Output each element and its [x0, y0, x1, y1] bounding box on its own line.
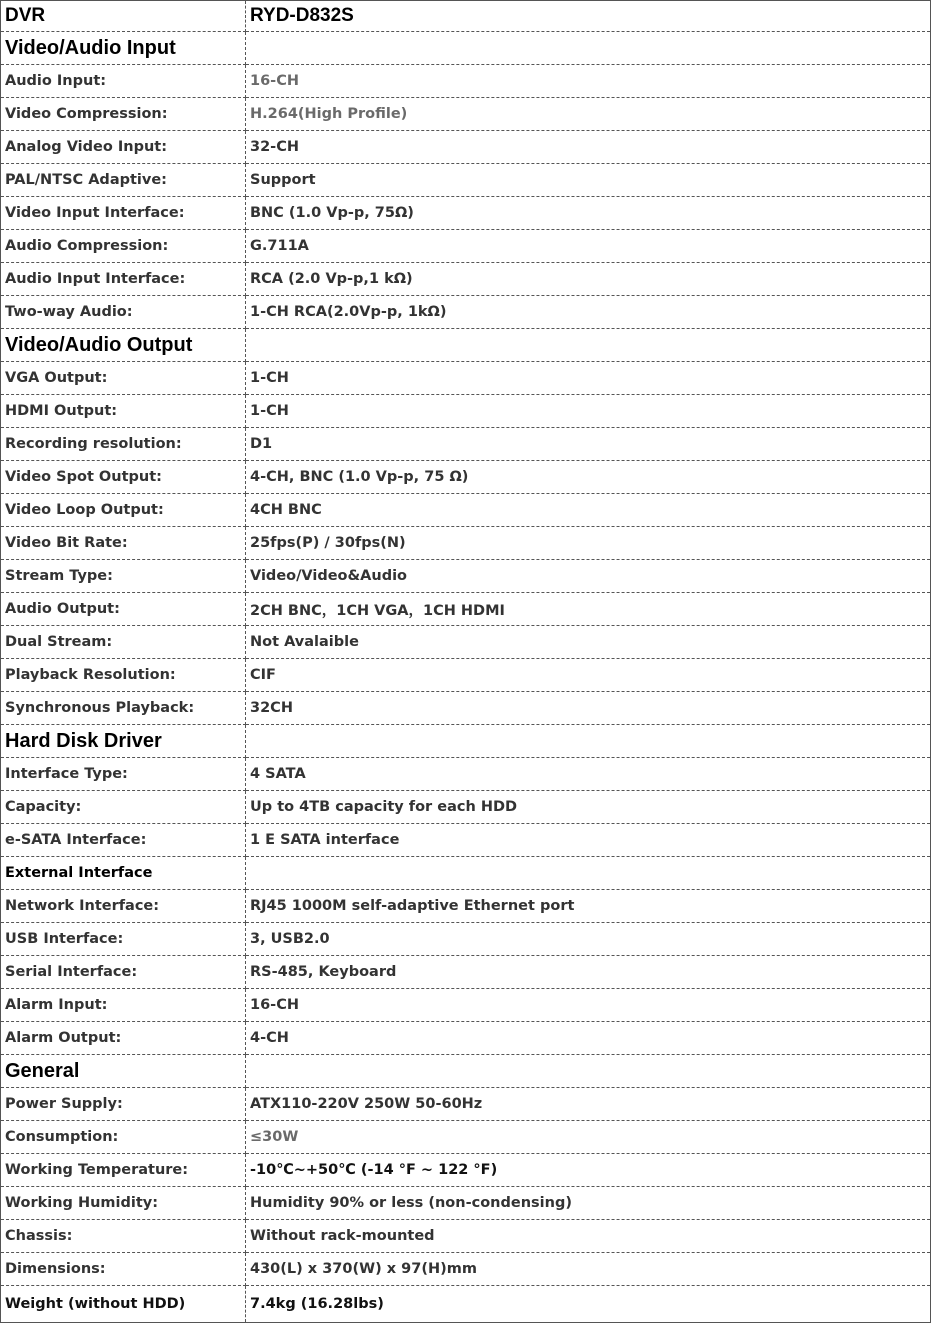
table-row — [1, 956, 931, 989]
table-row — [1, 1253, 931, 1286]
row-value: 3, USB2.0 — [246, 923, 931, 956]
row-value: RS-485, Keyboard — [246, 956, 931, 989]
row-label: Audio Output: — [1, 593, 246, 626]
table-row — [1, 1121, 931, 1154]
row-label: Consumption: — [1, 1121, 246, 1154]
section-title-external-interface: External Interface — [1, 857, 246, 890]
section-row — [1, 725, 931, 758]
row-label: Chassis: — [1, 1220, 246, 1253]
row-label: Alarm Output: — [1, 1022, 246, 1055]
row-label: Network Interface: — [1, 890, 246, 923]
row-label: USB Interface: — [1, 923, 246, 956]
row-value: 25fps(P) / 30fps(N) — [246, 527, 931, 560]
row-value: 1-CH — [246, 362, 931, 395]
model-name: RYD-D832S — [246, 1, 931, 32]
row-value: Support — [246, 164, 931, 197]
section-row — [1, 857, 931, 890]
row-label: VGA Output: — [1, 362, 246, 395]
table-row — [1, 1022, 931, 1055]
table-header-row — [1, 1, 931, 32]
table-row — [1, 197, 931, 230]
row-value: D1 — [246, 428, 931, 461]
row-label: Stream Type: — [1, 560, 246, 593]
table-row — [1, 890, 931, 923]
row-value: RCA (2.0 Vp-p,1 kΩ) — [246, 263, 931, 296]
row-value: BNC (1.0 Vp-p, 75Ω) — [246, 197, 931, 230]
row-value: 1-CH — [246, 395, 931, 428]
table-row — [1, 527, 931, 560]
table-row — [1, 626, 931, 659]
table-row — [1, 296, 931, 329]
row-value: 4 SATA — [246, 758, 931, 791]
row-value: ≤30W — [246, 1121, 931, 1154]
row-label: Synchronous Playback: — [1, 692, 246, 725]
row-label: Video Loop Output: — [1, 494, 246, 527]
table-row — [1, 1187, 931, 1220]
row-label: Power Supply: — [1, 1088, 246, 1121]
table-row — [1, 560, 931, 593]
section-title-video-audio-output: Video/Audio Output — [1, 329, 246, 362]
row-label: Alarm Input: — [1, 989, 246, 1022]
row-value: RJ45 1000M self-adaptive Ethernet port — [246, 890, 931, 923]
section-row — [1, 329, 931, 362]
row-value: 1 E SATA interface — [246, 824, 931, 857]
section-title-general: General — [1, 1055, 246, 1088]
table-row — [1, 1220, 931, 1253]
row-value: 32-CH — [246, 131, 931, 164]
section-title-hard-disk: Hard Disk Driver — [1, 725, 246, 758]
section-row — [1, 1055, 931, 1088]
row-label: Working Humidity: — [1, 1187, 246, 1220]
row-value: Without rack-mounted — [246, 1220, 931, 1253]
row-value: Not Avalaible — [246, 626, 931, 659]
row-value: 4-CH — [246, 1022, 931, 1055]
row-value: ATX110-220V 250W 50-60Hz — [246, 1088, 931, 1121]
section-title-video-audio-input: Video/Audio Input — [1, 32, 246, 65]
table-row — [1, 824, 931, 857]
row-value: 16-CH — [246, 989, 931, 1022]
row-value: Video/Video&Audio — [246, 560, 931, 593]
row-value: Humidity 90% or less (non-condensing) — [246, 1187, 931, 1220]
table-row — [1, 230, 931, 263]
row-value: 4-CH, BNC (1.0 Vp-p, 75 Ω) — [246, 461, 931, 494]
row-value: H.264(High Profile) — [246, 98, 931, 131]
row-label: Video Compression: — [1, 98, 246, 131]
table-row — [1, 758, 931, 791]
row-label: Two-way Audio: — [1, 296, 246, 329]
row-label: Dimensions: — [1, 1253, 246, 1286]
table-row — [1, 494, 931, 527]
row-label: Weight (without HDD) — [1, 1286, 246, 1323]
header-label: DVR — [1, 1, 246, 32]
row-label: Interface Type: — [1, 758, 246, 791]
row-label: Audio Input: — [1, 65, 246, 98]
table-row — [1, 98, 931, 131]
table-row — [1, 1154, 931, 1187]
row-value: 430(L) x 370(W) x 97(H)mm — [246, 1253, 931, 1286]
row-label: Dual Stream: — [1, 626, 246, 659]
row-value: 7.4kg (16.28lbs) — [246, 1286, 931, 1323]
table-row — [1, 428, 931, 461]
row-label: Working Temperature: — [1, 1154, 246, 1187]
row-value: 2CH BNC，1CH VGA，1CH HDMI — [246, 593, 931, 626]
row-value: 16-CH — [246, 65, 931, 98]
table-row — [1, 923, 931, 956]
section-empty-cell — [246, 329, 931, 362]
table-row — [1, 659, 931, 692]
row-label: Analog Video Input: — [1, 131, 246, 164]
table-row — [1, 131, 931, 164]
table-row — [1, 593, 931, 626]
row-label: Audio Input Interface: — [1, 263, 246, 296]
section-empty-cell — [246, 32, 931, 65]
table-row — [1, 989, 931, 1022]
table-row — [1, 395, 931, 428]
row-value: G.711A — [246, 230, 931, 263]
section-empty-cell — [246, 725, 931, 758]
table-row — [1, 692, 931, 725]
section-row — [1, 32, 931, 65]
table-row — [1, 65, 931, 98]
table-row — [1, 263, 931, 296]
table-row — [1, 461, 931, 494]
row-value: CIF — [246, 659, 931, 692]
row-label: PAL/NTSC Adaptive: — [1, 164, 246, 197]
row-label: HDMI Output: — [1, 395, 246, 428]
row-value: 4CH BNC — [246, 494, 931, 527]
table-row — [1, 1286, 931, 1323]
table-row — [1, 362, 931, 395]
row-label: Recording resolution: — [1, 428, 246, 461]
row-value: 32CH — [246, 692, 931, 725]
section-empty-cell — [246, 857, 931, 890]
row-label: e-SATA Interface: — [1, 824, 246, 857]
row-label: Playback Resolution: — [1, 659, 246, 692]
row-label: Video Spot Output: — [1, 461, 246, 494]
row-label: Video Input Interface: — [1, 197, 246, 230]
row-value: -10℃~+50℃ (-14 °F ~ 122 °F) — [246, 1154, 931, 1187]
row-value: 1-CH RCA(2.0Vp-p, 1kΩ) — [246, 296, 931, 329]
row-label: Video Bit Rate: — [1, 527, 246, 560]
table-row — [1, 791, 931, 824]
row-label: Serial Interface: — [1, 956, 246, 989]
section-empty-cell — [246, 1055, 931, 1088]
table-row — [1, 1088, 931, 1121]
row-value: Up to 4TB capacity for each HDD — [246, 791, 931, 824]
row-label: Capacity: — [1, 791, 246, 824]
table-row — [1, 164, 931, 197]
row-label: Audio Compression: — [1, 230, 246, 263]
